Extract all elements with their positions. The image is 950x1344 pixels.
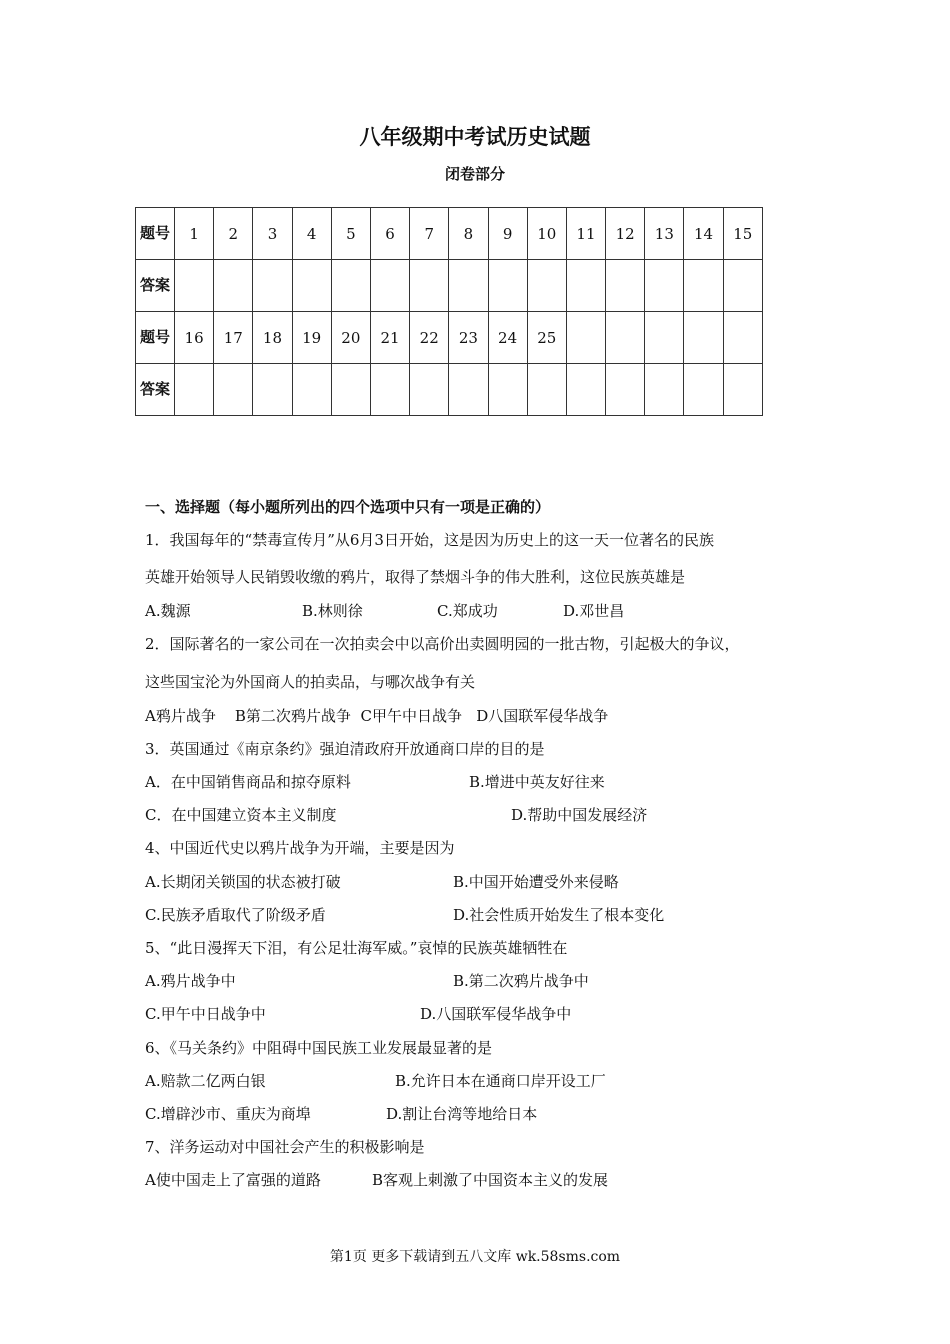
table-cell: 17 bbox=[214, 312, 253, 364]
option-a: A.鸦片战争中 bbox=[145, 972, 236, 990]
question-3-line-1: 3．英国通过《南京条约》强迫清政府开放通商口岸的目的是 bbox=[145, 740, 545, 758]
option-a: A.魏源 bbox=[145, 602, 191, 620]
table-row-questions-1 bbox=[136, 208, 763, 260]
answer-cell bbox=[645, 260, 684, 312]
page-subtitle: 闭卷部分 bbox=[444, 165, 505, 183]
answer-cell bbox=[566, 260, 605, 312]
option-b: B客观上刺激了中国资本主义的发展 bbox=[372, 1171, 609, 1189]
option-d: D.邓世昌 bbox=[563, 602, 625, 620]
table-cell bbox=[645, 312, 684, 364]
option-c: C．在中国建立资本主义制度 bbox=[145, 806, 337, 824]
answer-label: 答案 bbox=[136, 260, 175, 312]
answer-cell bbox=[214, 260, 253, 312]
option-a: A.赔款二亿两白银 bbox=[145, 1072, 266, 1090]
answer-cell bbox=[723, 260, 762, 312]
table-cell: 3 bbox=[253, 208, 292, 260]
table-cell: 16 bbox=[175, 312, 214, 364]
answer-cell bbox=[292, 260, 331, 312]
answer-cell bbox=[253, 364, 292, 416]
table-cell: 9 bbox=[488, 208, 527, 260]
question-4-line-1: 4、中国近代史以鸦片战争为开端，主要是因为 bbox=[145, 839, 455, 857]
table-cell: 25 bbox=[527, 312, 566, 364]
answer-cell bbox=[645, 364, 684, 416]
question-5-line-1: 5、“此日漫挥天下泪，有公足壮海军威。”哀悼的民族英雄牺牲在 bbox=[145, 939, 568, 957]
answer-cell bbox=[723, 364, 762, 416]
table-cell bbox=[684, 312, 723, 364]
answer-cell bbox=[253, 260, 292, 312]
table-cell: 1 bbox=[175, 208, 214, 260]
table-cell: 12 bbox=[606, 208, 645, 260]
question-2-line-1: 2．国际著名的一家公司在一次拍卖会中以高价出卖圆明园的一批古物，引起极大的争议， bbox=[145, 635, 740, 653]
table-cell: 2 bbox=[214, 208, 253, 260]
answer-cell bbox=[292, 364, 331, 416]
table-cell: 19 bbox=[292, 312, 331, 364]
table-row-answers-2 bbox=[136, 364, 763, 416]
question-1-line-1: 1．我国每年的“禁毒宣传月”从6月3日开始，这是因为历史上的这一天一位著名的民族 bbox=[145, 531, 714, 549]
answer-cell bbox=[331, 364, 370, 416]
option-c: C.郑成功 bbox=[437, 602, 498, 620]
table-cell: 14 bbox=[684, 208, 723, 260]
answer-cell bbox=[527, 260, 566, 312]
option-d: D.帮助中国发展经济 bbox=[511, 806, 648, 824]
table-cell: 10 bbox=[527, 208, 566, 260]
table-cell: 6 bbox=[370, 208, 409, 260]
option-d: D.割让台湾等地给日本 bbox=[386, 1105, 538, 1123]
option-b: B.允许日本在通商口岸开设工厂 bbox=[395, 1072, 606, 1090]
table-cell: 18 bbox=[253, 312, 292, 364]
answer-cell bbox=[175, 260, 214, 312]
answer-cell bbox=[175, 364, 214, 416]
answer-cell bbox=[331, 260, 370, 312]
option-c: C.甲午中日战争中 bbox=[145, 1005, 266, 1023]
answer-cell bbox=[684, 260, 723, 312]
table-cell: 23 bbox=[449, 312, 488, 364]
option-a: A.长期闭关锁国的状态被打破 bbox=[145, 873, 341, 891]
page-footer: 第1页 更多下载请到五八文库 wk.58sms.com bbox=[329, 1249, 621, 1265]
table-cell: 11 bbox=[566, 208, 605, 260]
option-d: D.社会性质开始发生了根本变化 bbox=[453, 906, 665, 924]
answer-cell bbox=[606, 364, 645, 416]
answer-cell bbox=[488, 260, 527, 312]
table-cell: 21 bbox=[370, 312, 409, 364]
question-6-line-1: 6、《马关条约》中阻碍中国民族工业发展最显著的是 bbox=[145, 1039, 493, 1057]
option-b: B.增进中英友好往来 bbox=[469, 773, 605, 791]
question-7-line-1: 7、洋务运动对中国社会产生的积极影响是 bbox=[145, 1138, 425, 1156]
table-cell bbox=[723, 312, 762, 364]
table-cell: 8 bbox=[449, 208, 488, 260]
answer-cell bbox=[566, 364, 605, 416]
answer-cell bbox=[488, 364, 527, 416]
section-heading: 一、选择题（每小题所列出的四个选项中只有一项是正确的） bbox=[145, 498, 551, 516]
option-c: C.民族矛盾取代了阶级矛盾 bbox=[145, 906, 326, 924]
answer-cell bbox=[449, 364, 488, 416]
option-a: A使中国走上了富强的道路 bbox=[145, 1171, 321, 1189]
table-cell bbox=[566, 312, 605, 364]
answer-cell bbox=[410, 260, 449, 312]
option-b: B.第二次鸦片战争中 bbox=[453, 972, 589, 990]
table-cell: 22 bbox=[410, 312, 449, 364]
page-title: 八年级期中考试历史试题 bbox=[359, 124, 591, 149]
answer-table bbox=[135, 207, 763, 416]
question-2-options: A鸦片战争 B第二次鸦片战争 C甲午中日战争 D八国联军侵华战争 bbox=[145, 707, 609, 725]
table-cell: 24 bbox=[488, 312, 527, 364]
option-d: D.八国联军侵华战争中 bbox=[420, 1005, 572, 1023]
table-row-answers-1 bbox=[136, 260, 763, 312]
table-cell: 13 bbox=[645, 208, 684, 260]
answer-cell bbox=[370, 364, 409, 416]
table-row-questions-2 bbox=[136, 312, 763, 364]
table-cell: 4 bbox=[292, 208, 331, 260]
option-a: A．在中国销售商品和掠夺原料 bbox=[145, 773, 351, 791]
option-b: B.林则徐 bbox=[302, 602, 363, 620]
table-cell: 15 bbox=[723, 208, 762, 260]
answer-cell bbox=[370, 260, 409, 312]
option-b: B.中国开始遭受外来侵略 bbox=[453, 873, 619, 891]
table-cell: 7 bbox=[410, 208, 449, 260]
answer-cell bbox=[410, 364, 449, 416]
answer-cell bbox=[527, 364, 566, 416]
table-cell bbox=[606, 312, 645, 364]
answer-label: 答案 bbox=[136, 364, 175, 416]
question-1-line-2: 英雄开始领导人民销毁收缴的鸦片，取得了禁烟斗争的伟大胜利，这位民族英雄是 bbox=[145, 568, 686, 586]
option-c: C.增辟沙市、重庆为商埠 bbox=[145, 1105, 311, 1123]
answer-cell bbox=[449, 260, 488, 312]
table-cell: 5 bbox=[331, 208, 370, 260]
answer-cell bbox=[606, 260, 645, 312]
table-cell: 20 bbox=[331, 312, 370, 364]
answer-cell bbox=[684, 364, 723, 416]
question-label: 题号 bbox=[136, 312, 175, 364]
question-2-line-2: 这些国宝沦为外国商人的拍卖品，与哪次战争有关 bbox=[145, 673, 476, 691]
question-label: 题号 bbox=[136, 208, 175, 260]
answer-cell bbox=[214, 364, 253, 416]
